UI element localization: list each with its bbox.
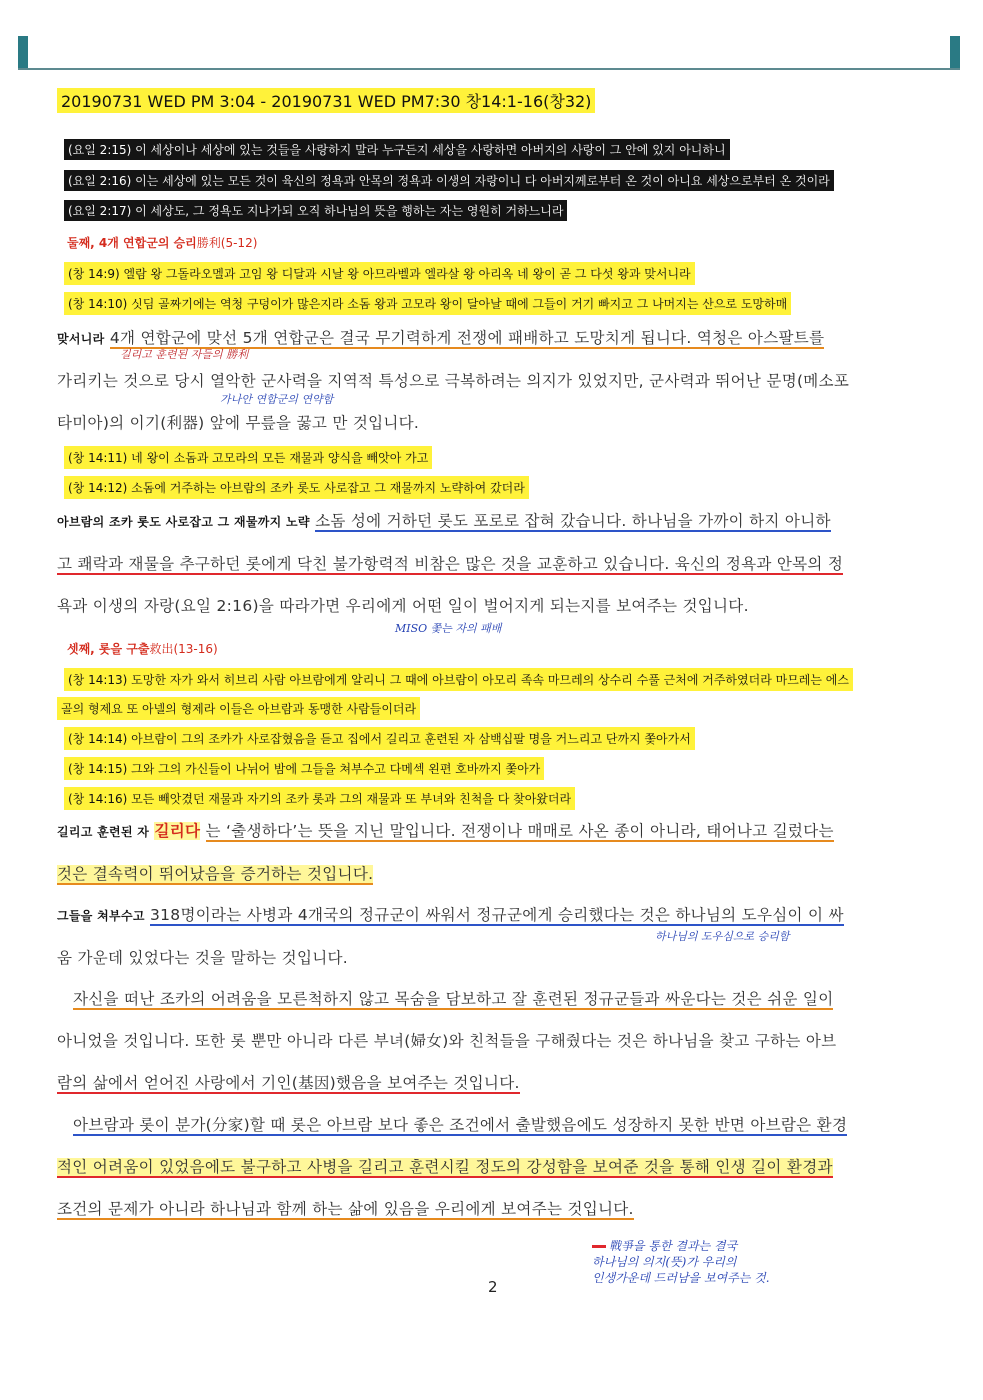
verse-gen-14-15: (창 14:15) 그와 그의 가신들이 나뉘어 밤에 그들을 쳐부수고 다메섹 왼편 호바까지 쫓아가	[64, 757, 544, 780]
section-heading-second: 둘째, 4개 연합군의 승리勝利(5-12)	[67, 236, 258, 250]
left-corner-mark	[18, 36, 28, 68]
paragraph-6: 아브람과 롯이 분가(分家)할 때 롯은 아브람 보다 좋은 조건에서 출발했음에도 성장하지 못한 반면 아브람은 환경 적인 어려움이 있었음에도 불구하고 사병을 길리고 훈련시킬 정도의 강성함을 보여준 것을 통해 인생 길이 환경과 조건의 문제가 아니라 하나님과 함께 하는 삶에 있음을 우리에게 보여주는 것입니다.	[57, 1116, 848, 1218]
verse-gen-14-13: (창 14:13) 도망한 자가 와서 히브리 사람 아브람에게 알리니 그 때에 아브람이 아모리 족속 마므레의 상수리 수풀 근처에 거주하였더라 마므레는 에스	[64, 668, 853, 691]
paragraph-3: 길리고 훈련된 자 길리다 는 ‘출생하다’는 뜻을 지닌 말입니다. 전쟁이나 매매로 사온 종이 아니라, 태어나고 길렀다는 것은 결속력이 뛰어났음을 증거하는 것입니다.	[57, 822, 834, 883]
keyword: 길리다	[154, 822, 201, 840]
handwritten-annotation: MISO 쫓는 자의 패배	[395, 622, 502, 635]
top-rule	[18, 68, 960, 70]
verse-1john-2-16: (요일 2:16) 이는 세상에 있는 모든 것이 육신의 정욕과 안목의 정욕과 이생의 자랑이니 다 아버지께로부터 온 것이 아니요 세상으로부터 온 것이라	[64, 170, 834, 191]
red-dash-mark	[592, 1245, 606, 1248]
paragraph-lead: 아브람의 조카 롯도 사로잡고 그 재물까지 노략	[57, 515, 310, 529]
paragraph-4: 그들을 쳐부수고 318명이라는 사병과 4개국의 정규군이 싸워서 정규군에게 승리했다는 것은 하나님의 도우심이 이 싸 움 가운데 있었다는 것을 말하는 것입니다.	[57, 906, 844, 967]
verse-1john-2-15: (요일 2:15) 이 세상이나 세상에 있는 것들을 사랑하지 말라 누구든지 세상을 사랑하면 아버지의 사랑이 그 안에 있지 아니하니	[64, 139, 730, 160]
verse-gen-14-10: (창 14:10) 싯딤 골짜기에는 역청 구덩이가 많은지라 소돔 왕과 고모라 왕이 달아날 때에 그들이 거기 빠지고 그 나머지는 산으로 도망하매	[64, 292, 791, 315]
handwritten-note: 戰爭을 통한 결과는 결국 하나님의 의지(뜻)가 우리의 인생가운데 드러남을 보여주는 것.	[592, 1239, 770, 1285]
paragraph-5: 자신을 떠난 조카의 어려움을 모른척하지 않고 목숨을 담보하고 잘 훈련된 정규군들과 싸운다는 것은 쉬운 일이 아니었을 것입니다. 또한 롯 뿐만 아니라 다른 부녀(婦女)와 친척들을 구해줬다는 것은 하나님을 찾고 구하는 아브 람의 삶에서 얻어진 사랑에서 기인(基因)했음을 보여주는 것입니다.	[57, 990, 837, 1092]
verse-gen-14-11: (창 14:11) 네 왕이 소돔과 고모라의 모든 재물과 양식을 빼앗아 가고	[64, 446, 432, 469]
paragraph-lead: 그들을 쳐부수고	[57, 909, 145, 923]
page-header: 20190731 WED PM 3:04 - 20190731 WED PM7:30 창14:1-16(창32)	[57, 88, 595, 113]
handwritten-annotation: 가나안 연합군의 연약함	[220, 393, 334, 406]
paragraph-2: 아브람의 조카 롯도 사로잡고 그 재물까지 노략 소돔 성에 거하던 롯도 포로로 잡혀 갔습니다. 하나님을 가까이 하지 아니하 고 쾌락과 재물을 추구하던 롯에게 닥친 불가항력적 비참은 많은 것을 교훈하고 있습니다. 육신의 정욕과 안목의 정 욕과 이생의 자랑(요일 2:16)을 따라가면 우리에게 어떤 일이 벌어지게 되는지를 보여주는 것입니다.	[57, 512, 844, 615]
handwritten-annotation: 하나님의 도우심으로 승리함	[655, 930, 790, 943]
page-number: 2	[488, 1278, 498, 1296]
verse-gen-14-9: (창 14:9) 엘람 왕 그돌라오멜과 고임 왕 디달과 시날 왕 아므라벨과 엘라살 왕 아리옥 네 왕이 곧 그 다섯 왕과 맞서니라	[64, 262, 695, 285]
section-heading-third: 셋째, 롯을 구출救出(13-16)	[67, 642, 218, 656]
verse-1john-2-17: (요일 2:17) 이 세상도, 그 정욕도 지나가되 오직 하나님의 뜻을 행하는 자는 영원히 거하느니라	[64, 200, 567, 221]
handwritten-annotation: 길리고 훈련된 자들의 勝利	[120, 348, 249, 361]
verse-gen-14-12: (창 14:12) 소돔에 거주하는 아브람의 조카 롯도 사로잡고 그 재물까지 노략하여 갔더라	[64, 476, 529, 499]
paragraph-lead: 맞서니라	[57, 332, 105, 346]
paragraph-1: 맞서니라 4개 연합군에 맞선 5개 연합군은 결국 무기력하게 전쟁에 패배하고 도망치게 됩니다. 역청은 아스팔트를 가리키는 것으로 당시 열악한 군사력을 지역적 특성으로 극복하려는 의지가 있었지만, 군사력과 뛰어난 문명(메소포 타미아)의 이기(利器) 앞에 무릎을 꿇고 만 것입니다.	[57, 329, 850, 432]
paragraph-lead: 길리고 훈련된 자	[57, 825, 150, 839]
verse-gen-14-14: (창 14:14) 아브람이 그의 조카가 사로잡혔음을 듣고 집에서 길리고 훈련된 자 삼백십팔 명을 거느리고 단까지 쫓아가서	[64, 727, 695, 750]
verse-gen-14-16: (창 14:16) 모든 빼앗겼던 재물과 자기의 조카 롯과 그의 재물과 또 부녀와 친척을 다 찾아왔더라	[64, 787, 575, 810]
right-corner-mark	[950, 36, 960, 68]
verse-gen-14-13-cont: 골의 형제요 또 아넬의 형제라 이들은 아브람과 동맹한 사람들이더라	[57, 697, 420, 720]
